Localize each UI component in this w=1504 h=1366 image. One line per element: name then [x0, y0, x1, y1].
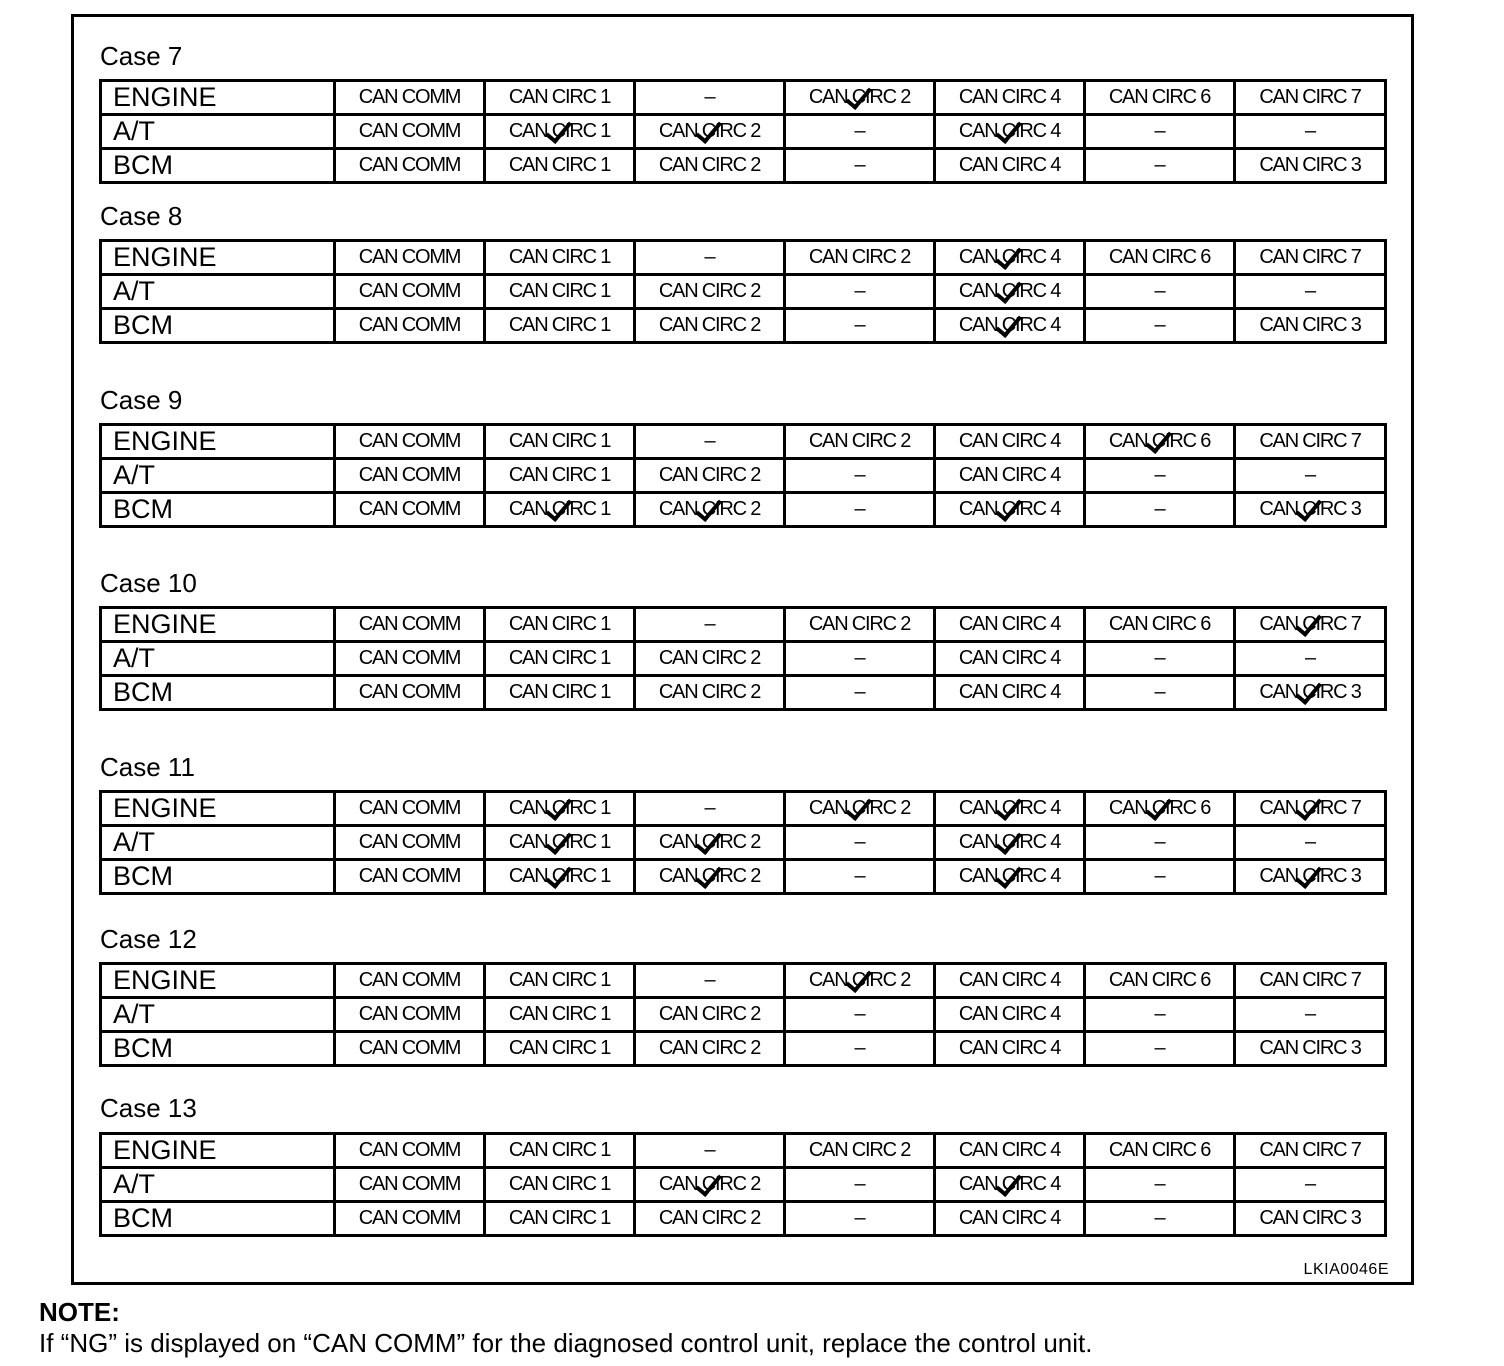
unit-label: A/T — [101, 115, 335, 149]
unit-label: A/T — [101, 998, 335, 1032]
status-cell: CAN CIRC 2 — [635, 459, 785, 493]
status-cell: CAN CIRC 4 — [935, 425, 1085, 459]
status-cell: – — [1235, 1168, 1386, 1202]
status-cell: – — [635, 792, 785, 826]
note-heading: NOTE: — [39, 1297, 120, 1327]
status-cell: – — [1085, 275, 1235, 309]
status-cell: – — [1235, 826, 1386, 860]
status-cell: – — [1235, 115, 1386, 149]
status-cell: CAN COMM — [335, 676, 485, 710]
unit-label: A/T — [101, 459, 335, 493]
table-row — [101, 425, 1386, 459]
status-cell: CAN COMM — [335, 860, 485, 894]
status-cell: CAN CIRC 4 — [935, 998, 1085, 1032]
status-cell: CAN COMM — [335, 964, 485, 998]
case-title: Case 8 — [100, 201, 183, 231]
unit-label: A/T — [101, 275, 335, 309]
checked-status-cell: CAN CIRC 2 — [635, 860, 785, 894]
status-cell: CAN CIRC 4 — [935, 149, 1085, 183]
unit-label: ENGINE — [101, 792, 335, 826]
status-cell: CAN CIRC 2 — [635, 642, 785, 676]
status-cell: CAN CIRC 1 — [485, 309, 635, 343]
checked-status-cell: CAN CIRC 4 — [935, 275, 1085, 309]
status-cell: CAN COMM — [335, 81, 485, 115]
case-title: Case 9 — [100, 385, 183, 415]
table-row — [101, 792, 1386, 826]
table-row — [101, 241, 1386, 275]
status-cell: CAN CIRC 1 — [485, 459, 635, 493]
unit-label: BCM — [101, 309, 335, 343]
status-cell: – — [1085, 860, 1235, 894]
status-cell: CAN CIRC 4 — [935, 676, 1085, 710]
status-cell: CAN COMM — [335, 1168, 485, 1202]
status-cell: CAN COMM — [335, 998, 485, 1032]
unit-label: ENGINE — [101, 608, 335, 642]
status-cell: – — [635, 608, 785, 642]
checked-status-cell: CAN CIRC 2 — [785, 792, 935, 826]
status-cell: – — [635, 81, 785, 115]
status-cell: – — [1085, 826, 1235, 860]
status-cell: – — [1235, 459, 1386, 493]
status-cell: – — [785, 676, 935, 710]
unit-label: ENGINE — [101, 241, 335, 275]
status-cell: CAN CIRC 2 — [785, 608, 935, 642]
status-cell: CAN CIRC 1 — [485, 608, 635, 642]
status-cell: CAN CIRC 1 — [485, 149, 635, 183]
checked-status-cell: CAN CIRC 3 — [1235, 860, 1386, 894]
status-cell: CAN CIRC 6 — [1085, 241, 1235, 275]
checked-status-cell: CAN CIRC 1 — [485, 826, 635, 860]
checked-status-cell: CAN CIRC 4 — [935, 1168, 1085, 1202]
status-cell: CAN CIRC 6 — [1085, 608, 1235, 642]
status-cell: CAN CIRC 4 — [935, 459, 1085, 493]
status-cell: CAN COMM — [335, 1202, 485, 1236]
status-cell: CAN COMM — [335, 493, 485, 527]
status-cell: CAN CIRC 4 — [935, 608, 1085, 642]
table-row — [101, 998, 1386, 1032]
status-cell: CAN CIRC 1 — [485, 964, 635, 998]
unit-label: BCM — [101, 149, 335, 183]
status-cell: CAN CIRC 2 — [635, 1202, 785, 1236]
status-cell: – — [785, 1168, 935, 1202]
checked-status-cell: CAN CIRC 2 — [635, 493, 785, 527]
status-cell: CAN CIRC 3 — [1235, 1032, 1386, 1066]
status-cell: – — [785, 860, 935, 894]
status-cell: CAN CIRC 3 — [1235, 1202, 1386, 1236]
status-cell: CAN CIRC 2 — [635, 676, 785, 710]
status-cell: – — [1085, 1202, 1235, 1236]
status-cell: CAN CIRC 7 — [1235, 241, 1386, 275]
status-cell: CAN CIRC 1 — [485, 676, 635, 710]
status-cell: CAN CIRC 2 — [635, 998, 785, 1032]
status-cell: CAN CIRC 1 — [485, 642, 635, 676]
table-row — [101, 81, 1386, 115]
table-row — [101, 493, 1386, 527]
status-cell: – — [785, 1202, 935, 1236]
status-cell: CAN CIRC 2 — [635, 1032, 785, 1066]
case-table — [99, 962, 1387, 1067]
status-cell: CAN COMM — [335, 275, 485, 309]
case-table — [99, 239, 1387, 344]
checked-status-cell: CAN CIRC 7 — [1235, 608, 1386, 642]
table-row — [101, 1202, 1386, 1236]
status-cell: – — [1085, 1032, 1235, 1066]
status-cell: – — [1085, 998, 1235, 1032]
table-row — [101, 149, 1386, 183]
status-cell: – — [1235, 275, 1386, 309]
status-cell: – — [1085, 642, 1235, 676]
table-row — [101, 1032, 1386, 1066]
status-cell: – — [785, 459, 935, 493]
status-cell: CAN COMM — [335, 792, 485, 826]
case-title: Case 7 — [100, 41, 183, 71]
checked-status-cell: CAN CIRC 4 — [935, 860, 1085, 894]
status-cell: – — [785, 826, 935, 860]
case-title: Case 11 — [100, 752, 195, 782]
status-cell: CAN CIRC 2 — [785, 1134, 935, 1168]
table-row — [101, 608, 1386, 642]
unit-label: BCM — [101, 1202, 335, 1236]
status-cell: – — [1085, 1168, 1235, 1202]
status-cell: CAN CIRC 3 — [1235, 309, 1386, 343]
status-cell: – — [635, 425, 785, 459]
status-cell: – — [1085, 149, 1235, 183]
status-cell: CAN COMM — [335, 1032, 485, 1066]
case-title: Case 13 — [100, 1093, 197, 1123]
status-cell: – — [1085, 115, 1235, 149]
status-cell: CAN CIRC 1 — [485, 425, 635, 459]
status-cell: CAN CIRC 3 — [1235, 149, 1386, 183]
unit-label: ENGINE — [101, 964, 335, 998]
table-row — [101, 115, 1386, 149]
status-cell: CAN CIRC 2 — [635, 309, 785, 343]
status-cell: CAN CIRC 2 — [785, 425, 935, 459]
status-cell: – — [785, 1032, 935, 1066]
status-cell: – — [635, 964, 785, 998]
unit-label: BCM — [101, 1032, 335, 1066]
unit-label: BCM — [101, 493, 335, 527]
status-cell: CAN CIRC 1 — [485, 998, 635, 1032]
table-row — [101, 860, 1386, 894]
status-cell: CAN COMM — [335, 459, 485, 493]
status-cell: CAN COMM — [335, 425, 485, 459]
table-row — [101, 964, 1386, 998]
case-table — [99, 1132, 1387, 1237]
table-row — [101, 676, 1386, 710]
status-cell: CAN CIRC 2 — [635, 149, 785, 183]
checked-status-cell: CAN CIRC 1 — [485, 493, 635, 527]
checked-status-cell: CAN CIRC 4 — [935, 309, 1085, 343]
unit-label: A/T — [101, 1168, 335, 1202]
unit-label: A/T — [101, 826, 335, 860]
status-cell: CAN CIRC 6 — [1085, 1134, 1235, 1168]
status-cell: CAN CIRC 7 — [1235, 81, 1386, 115]
case-table — [99, 423, 1387, 528]
unit-label: BCM — [101, 676, 335, 710]
figure-code: LKIA0046E — [1303, 1261, 1389, 1278]
status-cell: – — [785, 642, 935, 676]
status-cell: CAN CIRC 6 — [1085, 964, 1235, 998]
status-cell: CAN CIRC 7 — [1235, 1134, 1386, 1168]
status-cell: – — [1235, 642, 1386, 676]
table-row — [101, 459, 1386, 493]
status-cell: CAN CIRC 4 — [935, 1134, 1085, 1168]
checked-status-cell: CAN CIRC 6 — [1085, 425, 1235, 459]
status-cell: CAN CIRC 2 — [785, 241, 935, 275]
checked-status-cell: CAN CIRC 1 — [485, 792, 635, 826]
status-cell: – — [1085, 676, 1235, 710]
checked-status-cell: CAN CIRC 2 — [785, 81, 935, 115]
case-table — [99, 79, 1387, 184]
checked-status-cell: CAN CIRC 1 — [485, 115, 635, 149]
checked-status-cell: CAN CIRC 3 — [1235, 493, 1386, 527]
unit-label: BCM — [101, 860, 335, 894]
status-cell: CAN COMM — [335, 642, 485, 676]
unit-label: ENGINE — [101, 425, 335, 459]
checked-status-cell: CAN CIRC 4 — [935, 493, 1085, 527]
case-title: Case 10 — [100, 568, 197, 598]
status-cell: CAN COMM — [335, 241, 485, 275]
status-cell: CAN CIRC 7 — [1235, 425, 1386, 459]
table-row — [101, 309, 1386, 343]
status-cell: – — [785, 275, 935, 309]
checked-status-cell: CAN CIRC 6 — [1085, 792, 1235, 826]
status-cell: – — [785, 115, 935, 149]
status-cell: CAN CIRC 7 — [1235, 964, 1386, 998]
status-cell: CAN CIRC 4 — [935, 1032, 1085, 1066]
status-cell: CAN CIRC 4 — [935, 642, 1085, 676]
status-cell: CAN CIRC 4 — [935, 81, 1085, 115]
status-cell: CAN CIRC 1 — [485, 81, 635, 115]
status-cell: – — [1085, 309, 1235, 343]
table-row — [101, 275, 1386, 309]
status-cell: CAN CIRC 1 — [485, 241, 635, 275]
checked-status-cell: CAN CIRC 2 — [635, 826, 785, 860]
status-cell: CAN COMM — [335, 608, 485, 642]
status-cell: – — [635, 1134, 785, 1168]
status-cell: – — [785, 493, 935, 527]
status-cell: CAN CIRC 6 — [1085, 81, 1235, 115]
table-row — [101, 826, 1386, 860]
checked-status-cell: CAN CIRC 2 — [635, 1168, 785, 1202]
status-cell: CAN CIRC 1 — [485, 1168, 635, 1202]
status-cell: – — [1235, 998, 1386, 1032]
status-cell: – — [785, 998, 935, 1032]
status-cell: – — [785, 309, 935, 343]
status-cell: CAN CIRC 1 — [485, 1134, 635, 1168]
unit-label: ENGINE — [101, 1134, 335, 1168]
checked-status-cell: CAN CIRC 2 — [785, 964, 935, 998]
table-row — [101, 1168, 1386, 1202]
status-cell: – — [1085, 493, 1235, 527]
unit-label: A/T — [101, 642, 335, 676]
status-cell: – — [635, 241, 785, 275]
status-cell: CAN CIRC 1 — [485, 275, 635, 309]
checked-status-cell: CAN CIRC 4 — [935, 115, 1085, 149]
checked-status-cell: CAN CIRC 7 — [1235, 792, 1386, 826]
unit-label: ENGINE — [101, 81, 335, 115]
table-row — [101, 642, 1386, 676]
status-cell: – — [785, 149, 935, 183]
checked-status-cell: CAN CIRC 3 — [1235, 676, 1386, 710]
checked-status-cell: CAN CIRC 4 — [935, 826, 1085, 860]
status-cell: – — [1085, 459, 1235, 493]
checked-status-cell: CAN CIRC 1 — [485, 860, 635, 894]
status-cell: CAN COMM — [335, 826, 485, 860]
checked-status-cell: CAN CIRC 4 — [935, 792, 1085, 826]
case-table — [99, 790, 1387, 895]
status-cell: CAN COMM — [335, 115, 485, 149]
status-cell: CAN CIRC 2 — [635, 275, 785, 309]
checked-status-cell: CAN CIRC 4 — [935, 241, 1085, 275]
status-cell: CAN COMM — [335, 309, 485, 343]
case-title: Case 12 — [100, 924, 197, 954]
status-cell: CAN CIRC 1 — [485, 1032, 635, 1066]
checked-status-cell: CAN CIRC 2 — [635, 115, 785, 149]
status-cell: CAN CIRC 1 — [485, 1202, 635, 1236]
status-cell: CAN CIRC 4 — [935, 1202, 1085, 1236]
status-cell: CAN COMM — [335, 1134, 485, 1168]
note-text: If “NG” is displayed on “CAN COMM” for the diagnosed control unit, replace the control unit. — [39, 1328, 1093, 1358]
table-row — [101, 1134, 1386, 1168]
status-cell: CAN CIRC 4 — [935, 964, 1085, 998]
case-table — [99, 606, 1387, 711]
status-cell: CAN COMM — [335, 149, 485, 183]
